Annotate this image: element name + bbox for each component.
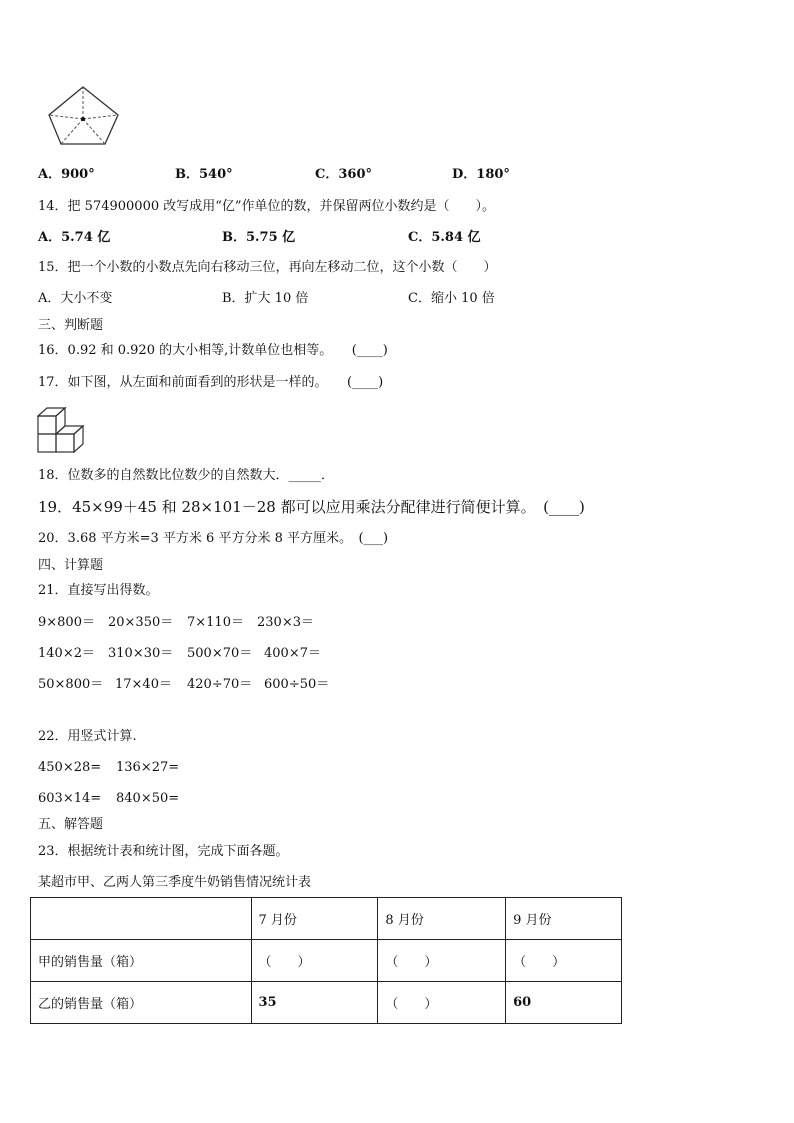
question-14: 14．把 574900000 改写成用“亿”作单位的数，并保留两位小数约是（ ）。 — [38, 199, 496, 214]
table-cell: （ ） — [378, 940, 506, 982]
q21-expr: 230×3＝ — [257, 615, 314, 630]
q21-expr: 7×110＝ — [187, 615, 244, 630]
question-23: 23．根据统计表和统计图，完成下面各题。 — [38, 844, 289, 859]
q15-option-c: C．缩小 10 倍 — [408, 291, 495, 306]
q13-option-d: D．180° — [452, 167, 510, 182]
table-row — [31, 982, 622, 1024]
section-heading-3: 三、判断题 — [38, 318, 104, 333]
q21-expr: 600÷50＝ — [264, 677, 330, 692]
cube-stack-figure — [37, 406, 89, 454]
q21-expr: 9×800＝ — [38, 615, 95, 630]
pentagon-figure — [46, 84, 122, 148]
q21-expr: 17×40＝ — [115, 677, 172, 692]
table-header-row — [31, 898, 622, 940]
q21-expr: 140×2＝ — [38, 646, 95, 661]
table-cell: 乙的销售量（箱） — [31, 982, 252, 1024]
section-heading-4: 四、计算题 — [38, 558, 104, 573]
question-15: 15．把一个小数的小数点先向右移动三位，再向左移动二位，这个小数（ ） — [38, 260, 497, 275]
q13-option-b: B．540° — [175, 167, 233, 182]
table-title: 某超市甲、乙两人第三季度牛奶销售情况统计表 — [38, 875, 312, 890]
q21-expr: 500×70＝ — [187, 646, 253, 661]
table-cell: 60 — [506, 982, 622, 1024]
sales-table — [30, 897, 622, 1024]
question-19: 19．45×99＋45 和 28×101－28 都可以应用乘法分配律进行简便计算。 (____) — [38, 498, 585, 516]
table-header-cell: 9 月份 — [506, 898, 622, 940]
question-18: 18．位数多的自然数比位数少的自然数大．_____． — [38, 468, 335, 483]
q21-expr: 20×350＝ — [108, 615, 174, 630]
section-heading-5: 五、解答题 — [38, 817, 104, 832]
table-header-cell — [31, 898, 252, 940]
q13-option-a: A．900° — [38, 167, 95, 182]
question-20: 20．3.68 平方米=3 平方米 6 平方分米 8 平方厘米。 (___) — [38, 531, 389, 546]
q21-expr: 420÷70＝ — [187, 677, 253, 692]
table-header-cell: 8 月份 — [378, 898, 506, 940]
q21-expr: 310×30＝ — [108, 646, 174, 661]
q14-option-a: A．5.74 亿 — [38, 230, 111, 245]
question-21: 21．直接写出得数。 — [38, 583, 159, 598]
q22-expr: 840×50= — [116, 791, 180, 806]
q22-expr: 450×28= — [38, 760, 102, 775]
table-cell: （ ） — [378, 982, 506, 1024]
table-cell: 甲的销售量（箱） — [31, 940, 252, 982]
q21-expr: 400×7＝ — [264, 646, 321, 661]
table-cell: 35 — [251, 982, 378, 1024]
q13-option-c: C．360° — [315, 167, 372, 182]
q22-expr: 603×14= — [38, 791, 102, 806]
q15-option-a: A．大小不变 — [38, 291, 113, 306]
table-row — [31, 940, 622, 982]
table-header-cell: 7 月份 — [251, 898, 378, 940]
table-cell: （ ） — [251, 940, 378, 982]
q21-expr: 50×800＝ — [38, 677, 104, 692]
q15-option-b: B．扩大 10 倍 — [222, 291, 309, 306]
question-22: 22．用竖式计算. — [38, 729, 137, 744]
q22-expr: 136×27= — [116, 760, 180, 775]
table-cell: （ ） — [506, 940, 622, 982]
q14-option-c: C．5.84 亿 — [408, 230, 481, 245]
question-16: 16．0.92 和 0.920 的大小相等,计数单位也相等。 (____) — [38, 343, 388, 358]
q14-option-b: B．5.75 亿 — [222, 230, 296, 245]
question-17: 17．如下图，从左面和前面看到的形状是一样的。 (____) — [38, 375, 384, 390]
